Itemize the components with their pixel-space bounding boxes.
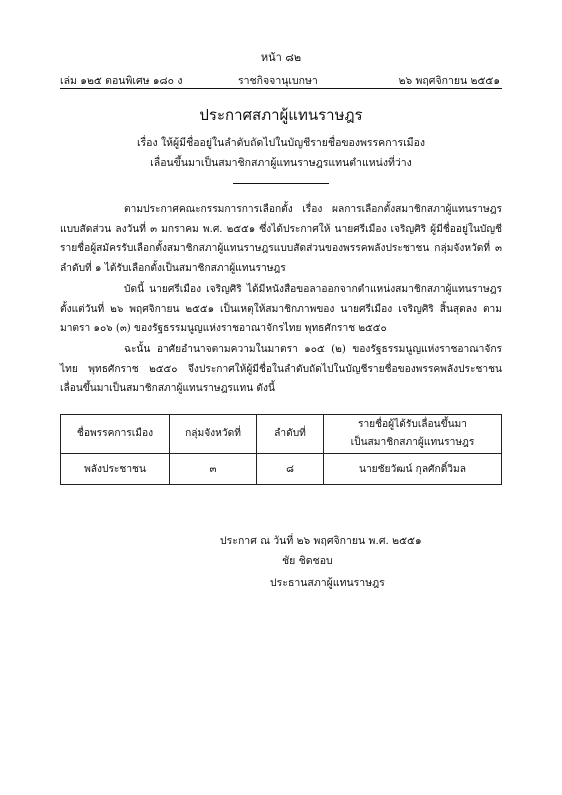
table-row xyxy=(61,454,502,485)
cell-party: พลังประชาชน xyxy=(61,454,170,485)
signatory-position: ประธานสภาผู้แทนราษฎร xyxy=(270,577,385,589)
paragraph-3-block xyxy=(60,340,502,399)
header-date: ๒๖ พฤศจิกายน ๒๕๕๑ xyxy=(398,75,500,87)
paragraph-1-block xyxy=(60,200,502,278)
col-name-line-2: เป็นสมาชิกสภาผู้แทนราษฎร xyxy=(350,437,475,448)
signature-date: ประกาศ ณ วันที่ ๒๖ พฤศจิกายน พ.ศ. ๒๕๕๑ xyxy=(220,535,422,547)
paragraph-1: ตามประกาศคณะกรรมการการเลือกตั้ง เรื่อง ผลการเลือกตั้งสมาชิกสภาผู้แทนราษฎรแบบสัดส่วน ลงวันที่ ๓ มกราคม พ.ศ. ๒๕๕๑ ซึ่งได้ประกาศให้ นายศรีเมือง เจริญศิริ ผู้มีชื่ออยู่ในบัญชีรายชื่อผู้สมัครรับเลือกตั้งสมาชิกสภาผู้แทนราษฎรแบบสัดส่วนของพรรคพลังประชาชน กลุ่มจังหวัดที่ ๓ ลำดับที่ ๑ ได้รับเลือกตั้งเป็นสมาชิกสภาผู้แทนราษฎร xyxy=(60,204,502,274)
header-publication: ราชกิจจานุเบกษา xyxy=(238,75,318,87)
subject-line-1: เรื่อง ให้ผู้มีชื่ออยู่ในลำดับถัดไปในบัญชีรายชื่อของพรรคการเมือง xyxy=(136,137,426,149)
col-province-group: กลุ่มจังหวัดที่ xyxy=(170,415,257,454)
document-title: ประกาศสภาผู้แทนราษฎร xyxy=(199,106,363,124)
paragraph-2: บัดนี้ นายศรีเมือง เจริญศิริ ได้มีหนังสือขอลาออกจากตำแหน่งสมาชิกสภาผู้แทนราษฎร ตั้งแต่วันที่ ๒๖ พฤศจิกายน ๒๕๕๑ เป็นเหตุให้สมาชิกภาพของ นายศรีเมือง เจริญศิริ สิ้นสุดลง ตามมาตรา ๑๐๖ (๓) ของรัฐธรรมนูญแห่งราชอาณาจักรไทย พุทธศักราช ๒๕๕๐ xyxy=(60,284,502,335)
col-party: ชื่อพรรคการเมือง xyxy=(61,415,170,454)
cell-name: นายชัยวัฒน์ กุลศักดิ์วิมล xyxy=(324,454,502,485)
signatory-name: ชัย ชิดชอบ xyxy=(282,555,333,567)
cell-order: ๘ xyxy=(257,454,324,485)
cell-province-group: ๓ xyxy=(170,454,257,485)
page-number: หน้า ๘๒ xyxy=(260,51,302,64)
header-volume: เล่ม ๑๒๕ ตอนพิเศษ ๑๘๐ ง xyxy=(60,75,183,87)
col-name xyxy=(324,415,502,454)
promotion-table xyxy=(60,414,502,485)
paragraph-3: ฉะนั้น อาศัยอำนาจตามความในมาตรา ๑๐๕ (๒) ของรัฐธรรมนูญแห่งราชอาณาจักรไทย พุทธศักราช ๒๕๕๐ จึงประกาศให้ผู้มีชื่อในลำดับถัดไปในบัญชีรายชื่อของพรรคพลังประชาชน เลื่อนขึ้นมาเป็นสมาชิกสภาผู้แทนราษฎรแทน ดังนี้ xyxy=(60,344,502,395)
header-rule xyxy=(60,88,502,89)
paragraph-2-block xyxy=(60,280,502,339)
col-name-line-1: รายชื่อผู้ได้รับเลื่อนขึ้นมา xyxy=(357,419,467,430)
subject-line-2: เลื่อนขึ้นมาเป็นสมาชิกสภาผู้แทนราษฎรแทนตำแหน่งที่ว่าง xyxy=(150,157,412,169)
table-header-row xyxy=(61,415,502,454)
col-order: ลำดับที่ xyxy=(257,415,324,454)
title-divider xyxy=(233,183,329,184)
